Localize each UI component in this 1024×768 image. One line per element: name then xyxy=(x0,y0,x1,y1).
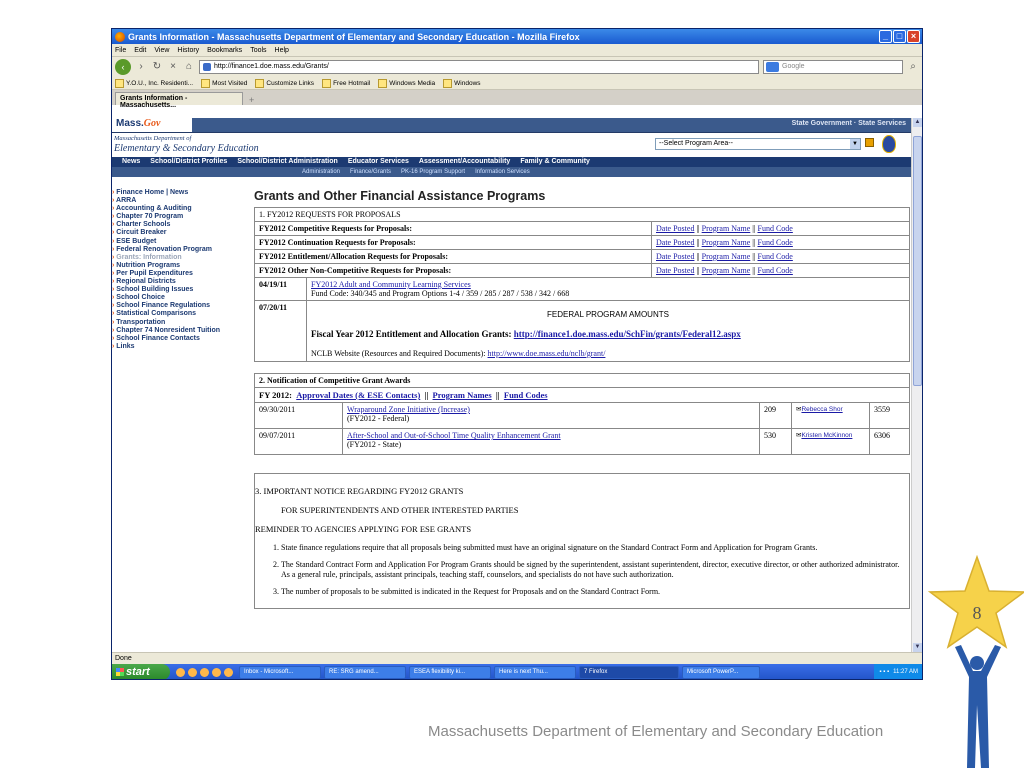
nav-educator[interactable]: Educator Services xyxy=(347,158,409,165)
menu-bar xyxy=(112,44,922,57)
separator: || xyxy=(696,252,700,261)
notice-section xyxy=(254,473,910,609)
award-program xyxy=(343,403,760,429)
quick-launch xyxy=(176,668,233,677)
app-icon[interactable] xyxy=(224,668,233,677)
leftnav-item[interactable]: › Links xyxy=(112,343,250,351)
left-navigation xyxy=(112,189,250,351)
dept-line2[interactable]: Elementary & Secondary Education xyxy=(114,143,259,154)
subnav-item[interactable]: Information Services xyxy=(475,169,530,175)
fund-code-link[interactable]: Fund Code xyxy=(757,266,793,275)
bookmark-item[interactable]: Most Visited xyxy=(201,79,247,88)
table-row xyxy=(255,264,910,278)
status-bar: Done xyxy=(112,652,923,664)
rfp-label: FY2012 Entitlement/Allocation Requests for Proposals: xyxy=(255,250,652,264)
title-bar[interactable] xyxy=(112,29,922,44)
nclb-label: NCLB Website (Resources and Required Documents): xyxy=(311,349,486,358)
rfp-table xyxy=(254,207,910,278)
bookmark-item[interactable]: Windows Media xyxy=(378,79,435,88)
leftnav-item[interactable]: › Accounting & Auditing xyxy=(112,205,250,213)
leftnav-item[interactable]: › ESE Budget xyxy=(112,238,250,246)
bookmark-item[interactable]: Customize Links xyxy=(255,79,314,88)
clock: 11:27 AM xyxy=(893,669,918,675)
search-placeholder: Google xyxy=(782,63,805,70)
award-date: 09/07/2011 xyxy=(255,429,343,455)
leftnav-item[interactable]: › Chapter 74 Nonresident Tuition xyxy=(112,327,250,335)
app-icon[interactable] xyxy=(200,668,209,677)
list-item: 2. The Standard Contract Form and Application For Program Grants should be signed by the superintendent, assistant superintendent, director, executive director, or other authorized administrator. As a general rule, principals, assistant principals, teaching staff, counselors, and specialists do not have such authorization. xyxy=(281,560,909,580)
main-content xyxy=(254,189,910,609)
window-title: Grants Information - Massachusetts Department of Elementary and Secondary Education - Mozilla Firefox xyxy=(128,31,580,42)
award-code: 209 xyxy=(760,403,792,429)
vertical-scrollbar[interactable] xyxy=(911,118,922,652)
separator: || xyxy=(696,266,700,275)
rfp-links xyxy=(652,236,910,250)
award-date: 09/30/2011 xyxy=(255,403,343,429)
entry-link[interactable]: FY2012 Adult and Community Learning Services xyxy=(311,280,471,289)
bookmarks-toolbar xyxy=(112,77,922,90)
page-viewport xyxy=(112,118,912,652)
site-identity-icon[interactable] xyxy=(203,63,211,71)
date-posted-link[interactable]: Date Posted xyxy=(656,266,695,275)
section3-title: 3. IMPORTANT NOTICE REGARDING FY2012 GRANTS xyxy=(255,486,464,496)
nav-assessment[interactable]: Assessment/Accountability xyxy=(418,158,511,165)
mail-icon: ✉ xyxy=(796,432,802,439)
list-item: 1. State finance regulations require that all proposals being submitted must have an original signature on the Standard Contract Form and Application for Program Grants. xyxy=(281,543,909,553)
subnav-item[interactable]: Finance/Grants xyxy=(350,169,392,175)
table-row xyxy=(255,278,910,301)
leftnav-item[interactable]: › Statistical Comparisons xyxy=(112,310,250,318)
fund-code-link[interactable]: Fund Code xyxy=(757,224,793,233)
home-icon[interactable]: ⌂ xyxy=(185,61,193,72)
section3-subtitle: FOR SUPERINTENDENTS AND OTHER INTERESTED PARTIES xyxy=(281,505,519,515)
search-icon[interactable]: ⌕ xyxy=(910,61,916,72)
table-row xyxy=(255,236,910,250)
taskbar-item[interactable]: 7 Firefox xyxy=(579,666,679,679)
bookmark-item[interactable]: Windows xyxy=(443,79,480,88)
reload-icon[interactable]: ↻ xyxy=(152,61,162,72)
menu-bookmarks[interactable]: Bookmarks xyxy=(207,46,243,54)
award-ext: 6306 xyxy=(870,429,910,455)
department-bar xyxy=(112,133,912,157)
minimize-button[interactable]: _ xyxy=(879,30,892,43)
entry-body xyxy=(307,301,910,362)
taskbar-item[interactable]: Here is next Thu... xyxy=(494,666,576,679)
awards-links xyxy=(255,388,910,403)
top-navigation xyxy=(112,157,912,167)
leftnav-item[interactable]: › School Building Issues xyxy=(112,286,250,294)
leftnav-item[interactable]: › Transportation xyxy=(112,319,250,327)
approval-dates-link[interactable]: Approval Dates (& ESE Contacts) xyxy=(296,390,421,400)
award-ext: 3559 xyxy=(870,403,910,429)
tray-icons[interactable]: ▪ ▪ ▪ xyxy=(879,669,890,675)
leftnav-item[interactable]: › Regional Districts xyxy=(112,278,250,286)
figure-head xyxy=(970,656,984,670)
url-bar[interactable] xyxy=(199,60,759,74)
app-icon[interactable] xyxy=(188,668,197,677)
taskbar-item[interactable]: Inbox - Microsoft... xyxy=(239,666,321,679)
window-controls xyxy=(879,30,920,43)
scroll-up-icon[interactable]: ▲ xyxy=(914,119,921,125)
new-tab-icon[interactable]: + xyxy=(249,95,255,105)
mail-icon: ✉ xyxy=(796,406,802,413)
navigation-toolbar xyxy=(112,57,922,77)
date-posted-link[interactable]: Date Posted xyxy=(656,238,695,247)
table-row xyxy=(255,429,910,455)
state-seal-icon xyxy=(882,135,896,153)
rfp-links xyxy=(652,250,910,264)
menu-file[interactable]: File xyxy=(115,46,127,54)
chevron-down-icon[interactable]: ▼ xyxy=(850,139,860,149)
nav-administration[interactable]: School/District Administration xyxy=(237,158,338,165)
leftnav-item[interactable]: › School Finance Regulations xyxy=(112,302,250,310)
award-sub: (FY2012 - Federal) xyxy=(347,414,410,423)
taskbar-item[interactable]: Microsoft PowerP... xyxy=(682,666,760,679)
go-button[interactable] xyxy=(865,138,874,147)
program-names-link[interactable]: Program Names xyxy=(432,390,492,400)
sub-navigation xyxy=(112,167,912,177)
search-engine-icon[interactable] xyxy=(766,62,779,72)
list-item: 3. The number of proposals to be submitted is indicated in the Request for Proposals and on the Standard Contract Form. xyxy=(281,587,909,597)
fund-code-link[interactable]: Fund Code xyxy=(757,238,793,247)
nav-profiles[interactable]: School/District Profiles xyxy=(150,158,228,165)
entry-body xyxy=(307,278,910,301)
massgov-logo[interactable] xyxy=(116,118,160,129)
fund-code-link[interactable]: Fund Code xyxy=(757,252,793,261)
subnav-item[interactable]: PK-16 Program Support xyxy=(401,169,466,175)
separator: || xyxy=(752,238,756,247)
leftnav-item-current: › Grants: Information xyxy=(112,254,250,262)
scroll-thumb[interactable] xyxy=(913,136,922,386)
tab-strip xyxy=(112,90,922,109)
leftnav-item[interactable]: › Per Pupil Expenditures xyxy=(112,270,250,278)
entry-codes: Fund Code: 340/345 and Program Options 1-4 / 359 / 285 / 287 / 538 / 342 / 668 xyxy=(311,289,570,298)
menu-history[interactable]: History xyxy=(177,46,200,54)
close-button[interactable]: × xyxy=(907,30,920,43)
table-row xyxy=(255,403,910,429)
taskbar-item[interactable]: RE: SRG amend... xyxy=(324,666,406,679)
award-code: 530 xyxy=(760,429,792,455)
leftnav-item[interactable]: › Charter Schools xyxy=(112,221,250,229)
award-link[interactable]: After-School and Out-of-School Time Quality Enhancement Grant xyxy=(347,431,561,440)
taskbar-item[interactable]: ESEA flexibility ki... xyxy=(409,666,491,679)
notice-list xyxy=(255,543,909,597)
app-icon[interactable] xyxy=(212,668,221,677)
award-sub: (FY2012 - State) xyxy=(347,440,402,449)
slide-footer: Massachusetts Department of Elementary and Secondary Education xyxy=(428,723,884,740)
forward-icon[interactable]: › xyxy=(139,61,143,72)
page-title: Grants and Other Financial Assistance Programs xyxy=(254,189,546,203)
separator: || xyxy=(752,266,756,275)
star-shape xyxy=(930,557,1024,647)
logo-accent: Gov xyxy=(143,118,161,129)
system-tray xyxy=(874,664,923,680)
scroll-down-icon[interactable]: ▼ xyxy=(914,644,921,650)
section3-reminder: REMINDER TO AGENCIES APPLYING FOR ESE GRANTS xyxy=(255,524,472,534)
separator: || xyxy=(752,224,756,233)
separator: || xyxy=(424,390,429,400)
url-text: http://finance1.doe.mass.edu/Grants/ xyxy=(214,63,329,70)
award-contact xyxy=(792,429,870,455)
leftnav-item[interactable]: › School Finance Contacts xyxy=(112,335,250,343)
state-links[interactable]: State Government · State Services xyxy=(791,120,906,127)
menu-help[interactable]: Help xyxy=(274,46,289,54)
date-posted-link[interactable]: Date Posted xyxy=(656,252,695,261)
search-box[interactable] xyxy=(763,60,903,74)
rfp-label: FY2012 Continuation Requests for Proposals: xyxy=(255,236,652,250)
leftnav-item[interactable]: › School Choice xyxy=(112,294,250,302)
subnav-item[interactable]: Administration xyxy=(302,169,341,175)
taskbar xyxy=(112,664,923,680)
table-row xyxy=(255,301,910,362)
rfp-label: FY2012 Competitive Requests for Proposals: xyxy=(255,222,652,236)
entry-date: 07/20/11 xyxy=(255,301,307,362)
site-header xyxy=(112,118,912,133)
section2-title: 2. Notification of Competitive Grant Awards xyxy=(255,374,910,388)
awards-table xyxy=(254,373,910,455)
bookmark-item[interactable]: Free Hotmail xyxy=(322,79,370,88)
program-name-link[interactable]: Program Name xyxy=(701,238,751,247)
back-button[interactable]: ‹ xyxy=(115,59,131,75)
logo-main: Mass. xyxy=(116,118,144,129)
start-button[interactable]: start xyxy=(112,664,170,680)
program-select-value: --Select Program Area-- xyxy=(659,140,733,147)
menu-edit[interactable]: Edit xyxy=(134,46,147,54)
slide-page-number: 8 xyxy=(972,603,982,623)
federal-grants-link[interactable]: http://finance1.doe.mass.edu/SchFin/grants/Federal12.aspx xyxy=(513,329,741,339)
program-name-link[interactable]: Program Name xyxy=(701,224,751,233)
award-contact xyxy=(792,403,870,429)
menu-view[interactable]: View xyxy=(154,46,170,54)
tab-grants[interactable]: Grants Information - Massachusetts... xyxy=(115,92,243,105)
nclb-link[interactable]: http://www.doe.mass.edu/nclb/grant/ xyxy=(487,349,606,358)
nav-news[interactable]: News xyxy=(122,158,141,165)
table-row xyxy=(255,222,910,236)
leftnav-item[interactable]: › Chapter 70 Program xyxy=(112,213,250,221)
app-icon[interactable] xyxy=(176,668,185,677)
program-area-select[interactable] xyxy=(655,138,861,150)
leftnav-item[interactable]: › Circuit Breaker xyxy=(112,229,250,237)
bookmark-item[interactable]: Y.O.U., Inc. Residenti... xyxy=(115,79,193,88)
rfp-label: FY2012 Other Non-Competitive Requests for Proposals: xyxy=(255,264,652,278)
table-row xyxy=(255,250,910,264)
leftnav-item[interactable]: › ARRA xyxy=(112,197,250,205)
fy-label: FY 2012: xyxy=(259,390,292,400)
firefox-icon xyxy=(115,32,125,42)
separator: || xyxy=(696,238,700,247)
leftnav-item[interactable]: › Nutrition Programs xyxy=(112,262,250,270)
federal-heading: FEDERAL PROGRAM AMOUNTS xyxy=(547,310,669,319)
program-name-link[interactable]: Program Name xyxy=(701,266,751,275)
rfp-entries xyxy=(254,278,910,362)
entry-date: 04/19/11 xyxy=(255,278,307,301)
separator: || xyxy=(696,224,700,233)
rfp-links xyxy=(652,264,910,278)
maximize-button[interactable]: □ xyxy=(893,30,906,43)
date-posted-link[interactable]: Date Posted xyxy=(656,224,695,233)
nav-family[interactable]: Family & Community xyxy=(520,158,590,165)
leftnav-item[interactable]: › Federal Renovation Program xyxy=(112,246,250,254)
fund-codes-link[interactable]: Fund Codes xyxy=(503,390,548,400)
section1-title: 1. FY2012 REQUESTS FOR PROPOSALS xyxy=(255,208,910,222)
stop-icon[interactable]: × xyxy=(170,61,176,72)
program-name-link[interactable]: Program Name xyxy=(701,252,751,261)
separator: || xyxy=(495,390,500,400)
rfp-links xyxy=(652,222,910,236)
browser-window xyxy=(111,28,923,680)
star-figure-icon xyxy=(925,555,1024,768)
leftnav-item[interactable]: › Finance Home | News xyxy=(112,189,250,197)
menu-tools[interactable]: Tools xyxy=(250,46,267,54)
dept-line1: Massachusetts Department of xyxy=(114,135,192,142)
award-link[interactable]: Wraparound Zone Initiative (Increase) xyxy=(347,405,470,414)
contact-link[interactable]: Rebecca Shor xyxy=(801,406,843,413)
contact-link[interactable]: Kristen McKinnon xyxy=(801,432,853,439)
fy-label: Fiscal Year 2012 Entitlement and Allocation Grants: xyxy=(311,329,512,339)
award-program xyxy=(343,429,760,455)
separator: || xyxy=(752,252,756,261)
